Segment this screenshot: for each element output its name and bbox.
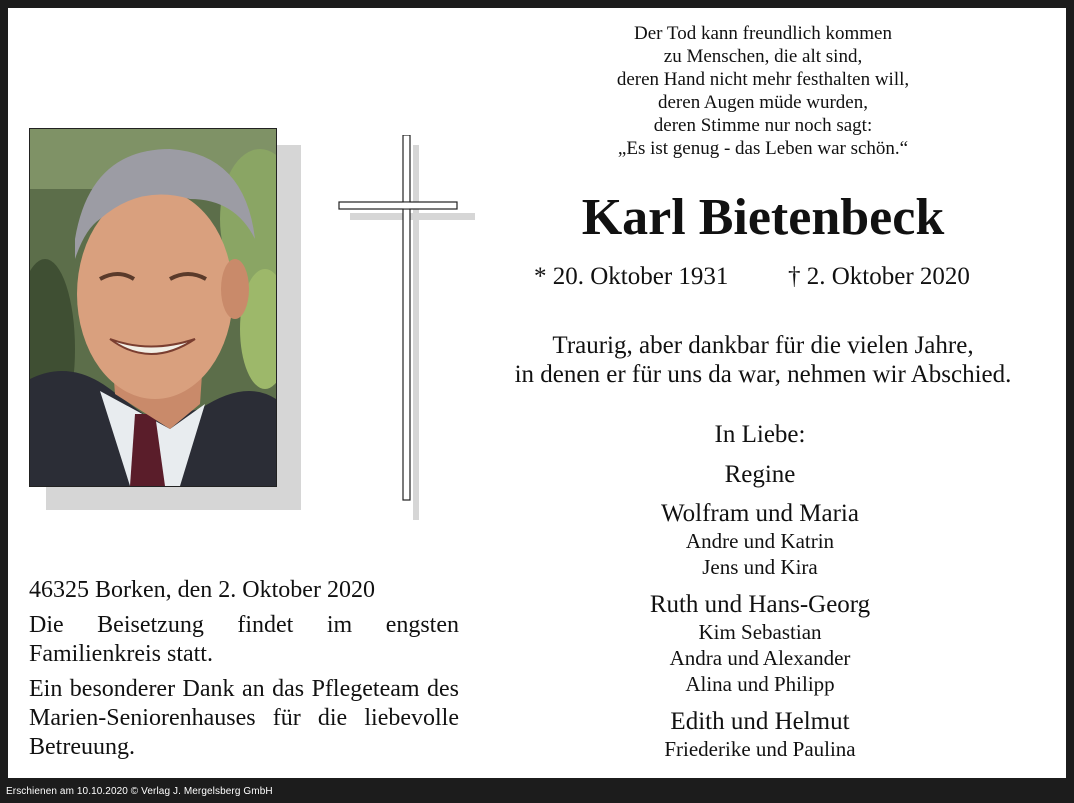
mourners-list: [568, 420, 952, 772]
mourner-group: [568, 499, 952, 580]
poem: [478, 22, 1048, 160]
mourner-main: Wolfram und Maria: [661, 500, 859, 527]
death-date: † 2. Oktober 2020: [788, 263, 970, 290]
gratitude-line: Traurig, aber dankbar für die vielen Jahre,: [552, 332, 974, 359]
poem-line: deren Stimme nur noch sagt:: [653, 115, 873, 136]
mourner-sub: Jens und Kira: [702, 555, 818, 579]
notice-text: [29, 576, 459, 768]
poem-line: zu Menschen, die alt sind,: [663, 46, 863, 67]
mourner-sub: Friederike und Paulina: [664, 737, 856, 761]
deceased-name: Karl Bietenbeck: [581, 189, 945, 246]
mourner-group: [568, 590, 952, 697]
mourners-intro: In Liebe:: [714, 421, 806, 448]
cross-icon: [338, 135, 478, 525]
poem-line: deren Augen müde wurden,: [658, 92, 868, 113]
gratitude-line: in denen er für uns da war, nehmen wir Abschied.: [514, 361, 1012, 388]
mourner-main: Regine: [724, 461, 796, 488]
thanks-note: Ein besonderer Dank an das Pflegeteam des Marien-Seniorenhauses für die liebevolle Betreuung.: [29, 676, 459, 760]
obituary-card: [8, 8, 1066, 778]
poem-line: Der Tod kann freundlich kommen: [634, 23, 892, 44]
burial-note: Die Beisetzung findet im engsten Familienkreis statt.: [29, 612, 459, 667]
mourner-sub: Andra und Alexander: [669, 646, 851, 670]
mourner-sub: Kim Sebastian: [698, 620, 822, 644]
mourner-main: Ruth und Hans-Georg: [649, 591, 871, 618]
poem-line: deren Hand nicht mehr festhalten will,: [616, 69, 910, 90]
mourner-sub: Andre und Katrin: [685, 529, 835, 553]
portrait-photo: [29, 128, 277, 487]
gratitude-text: [468, 331, 1058, 389]
place-date: 46325 Borken, den 2. Oktober 2020: [29, 577, 375, 603]
mourner-group: [568, 460, 952, 489]
mourner-group: [568, 707, 952, 762]
poem-line: „Es ist genug - das Leben war schön.“: [617, 138, 909, 159]
mourner-sub: Alina und Philipp: [685, 672, 835, 696]
mourner-main: Edith und Helmut: [670, 708, 850, 735]
publication-footer: Erschienen am 10.10.2020 © Verlag J. Mergelsberg GmbH: [6, 786, 273, 797]
birth-date: * 20. Oktober 1931: [534, 263, 729, 290]
